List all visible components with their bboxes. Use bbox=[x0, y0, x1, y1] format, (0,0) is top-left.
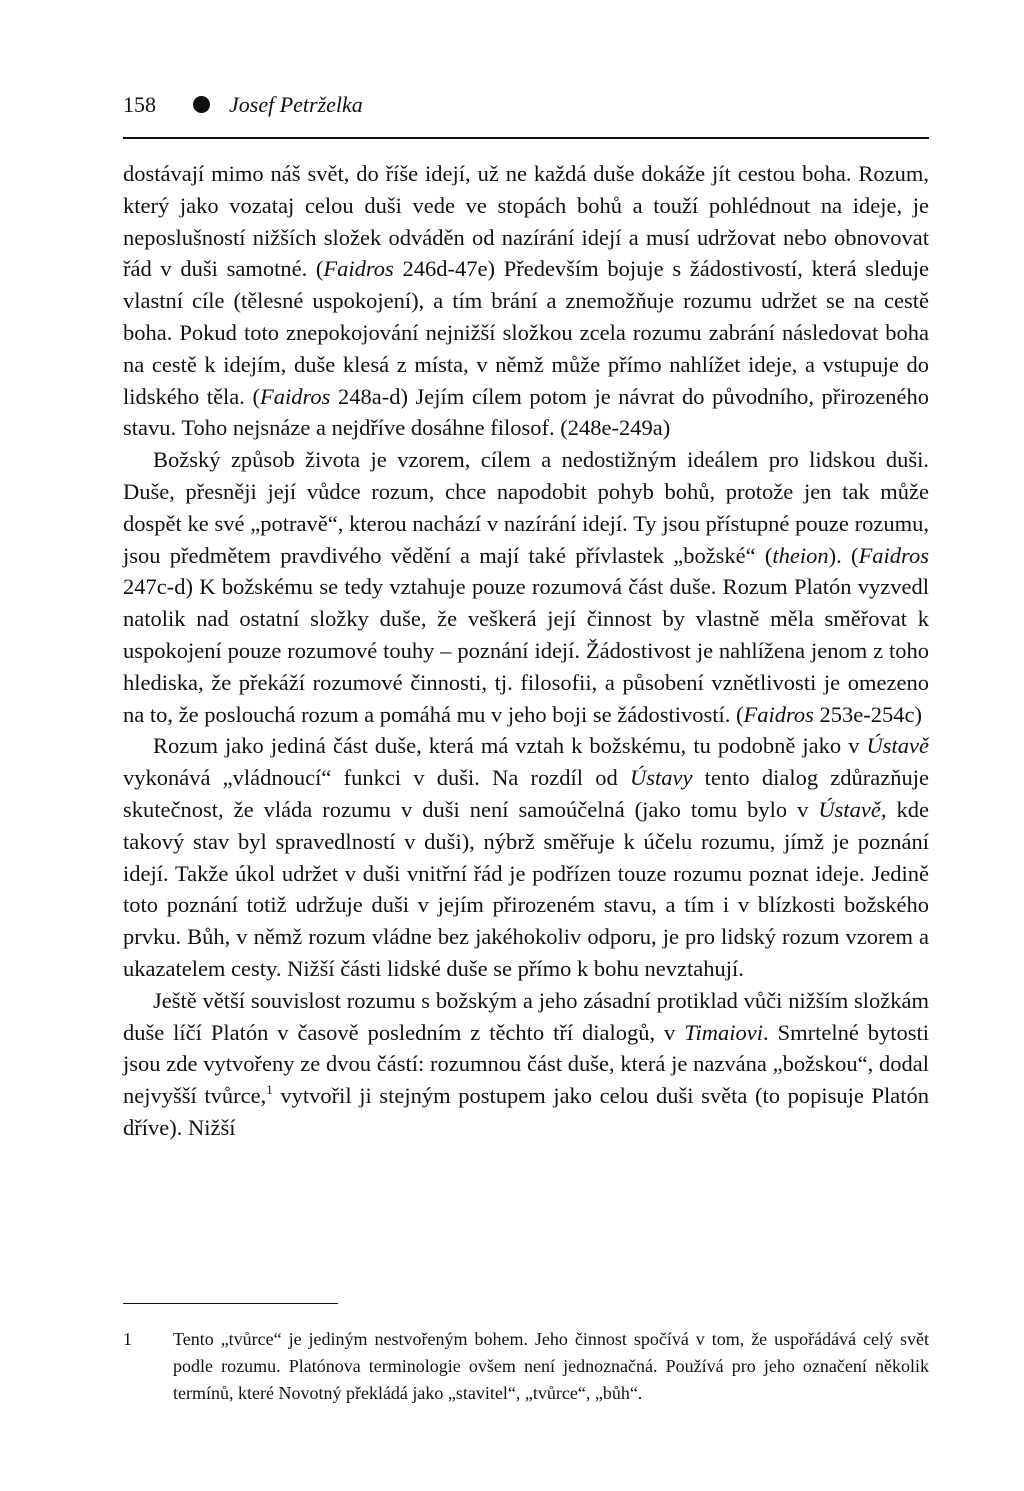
footnote-text: Tento „tvůrce“ je jediným nestvořeným bohem. Jeho činnost spočívá v tom, že uspořádává celý svět podle rozumu. Platónova terminologie ovšem není jednoznačná. Používá pro jeho označení několik termínů, které Novotný překládá jako „stavitel“, „tvůrce“, „bůh“. bbox=[173, 1329, 929, 1403]
work-title: Ústavě bbox=[818, 796, 881, 822]
text-span: 246d-47e) Především bojuje s žádostivostí, která sleduje vlastní cíle (tělesné uspokojení), a tím brání a znemožňuje rozumu udržet se na cestě boha. Pokud toto znepokojování nejnižší složkou zcela rozumu zabrání následovat boha na cestě k idejím, duše klesá z místa, v němž může přímo nahlížet ideje, a vstupuje do lidského těla. ( bbox=[123, 256, 929, 409]
paragraph-1 bbox=[123, 158, 929, 444]
page-number: 158 bbox=[123, 92, 156, 117]
text-span: ). ( bbox=[828, 542, 859, 568]
body-text bbox=[123, 158, 929, 1144]
paragraph-3 bbox=[123, 730, 929, 984]
text-span: 253e-254c) bbox=[813, 701, 923, 727]
work-title: Timaiovi bbox=[684, 1019, 764, 1045]
bullet-dot-icon bbox=[193, 96, 210, 113]
footnote-separator bbox=[123, 1303, 338, 1304]
footnote bbox=[123, 1326, 929, 1407]
running-title: Josef Petrželka bbox=[229, 92, 363, 117]
text-span: tento dialog zdůrazňuje skutečnost, že vláda rozumu v duši není samoúčelná (jako tomu bylo v bbox=[123, 765, 929, 822]
footnote-number: 1 bbox=[123, 1329, 132, 1349]
text-span: vykonává „vládnoucí“ funkci v duši. Na rozdíl od bbox=[123, 765, 630, 791]
work-title: Faidros bbox=[743, 701, 814, 727]
text-span: , kde takový stav byl spravedlností v duši), nýbrž směřuje k účelu rozumu, jímž je poznání idejí. Takže úkol udržet v duši vnitřní řád je podřízen touze rozumu poznat ideje. Jedině toto poznání totiž udržuje duši v jejím přirozeném stavu, a tím i v blízkosti božského prvku. Bůh, v němž rozum vládne bez jakéhokoliv odporu, je pro lidský rozum vzorem a ukazatelem cesty. Nižší části lidské duše se přímo k bohu nevztahují. bbox=[123, 796, 929, 981]
text-span: . Smrtelné bytosti jsou zde vytvořeny ze dvou částí: rozumnou část duše, která je nazvána „božskou“, dodal nejvyšší tvůrce, bbox=[123, 1019, 929, 1109]
header-rule bbox=[123, 137, 929, 139]
work-title: Faidros bbox=[858, 542, 929, 568]
text-span: Božský způsob života je vzorem, cílem a nedostižným ideálem pro lidskou duši. Duše, přesněji její vůdce rozum, chce napodobit pohyb bohů, protože jen tak může dospět ke své „potravě“, kterou nachází v nazírání idejí. Ty jsou přístupné pouze rozumu, jsou předmětem pravdivého vědění a mají také přívlastek „božské“ ( bbox=[123, 447, 929, 568]
text-span: 248a-d) Jejím cílem potom je návrat do původního, přirozeného stavu. Toho nejsnáze a nejdříve dosáhne filosof. (248e-249a) bbox=[123, 383, 929, 441]
paragraph-4 bbox=[123, 985, 929, 1144]
work-title: Ústavě bbox=[866, 733, 929, 759]
work-title: Ústavy bbox=[629, 765, 693, 791]
text-span: Rozum jako jediná část duše, která má vztah k božskému, tu podobně jako v bbox=[153, 733, 867, 759]
text-span: dostávají mimo náš svět, do říše idejí, už ne každá duše dokáže jít cestou boha. Rozum, který jako vozataj celou duši vede ve stopách bohů a touží pohlédnout na ideje, je neposlušností nižších složek odváděn od nazírání idejí a musí udržovat nebo obnovovat řád v duši samotné. ( bbox=[123, 161, 929, 282]
text-span: Ještě větší souvislost rozumu s božským a jeho zásadní protiklad vůči nižším složkám duše líčí Platón v časově posledním z těchto tří dialogů, v bbox=[123, 987, 929, 1045]
text-span: 247c-d) K božskému se tedy vztahuje pouze rozumová část duše. Rozum Platón vyzvedl natolik nad ostatní složky duše, že veškerá její činnost by vlastně měla směřovat k uspokojení pouze rozumové touhy – poznání idejí. Žádostivost je nahlížena jenom z toho hlediska, že překáží rozumové činnosti, tj. filosofii, a působení vznětlivosti je omezeno na to, že poslouchá rozum a pomáhá mu v jeho boji se žádostivostí. ( bbox=[123, 574, 929, 727]
footnote-reference[interactable]: 1 bbox=[266, 1082, 273, 1098]
work-title: Faidros bbox=[259, 383, 331, 409]
work-title: Faidros bbox=[323, 256, 394, 282]
text-span: vytvořil ji stejným postupem jako celou duši světa (to popisuje Platón dříve). Nižší bbox=[123, 1083, 929, 1140]
paragraph-2 bbox=[123, 444, 929, 730]
greek-term: theion bbox=[772, 542, 829, 568]
running-header bbox=[123, 92, 929, 132]
